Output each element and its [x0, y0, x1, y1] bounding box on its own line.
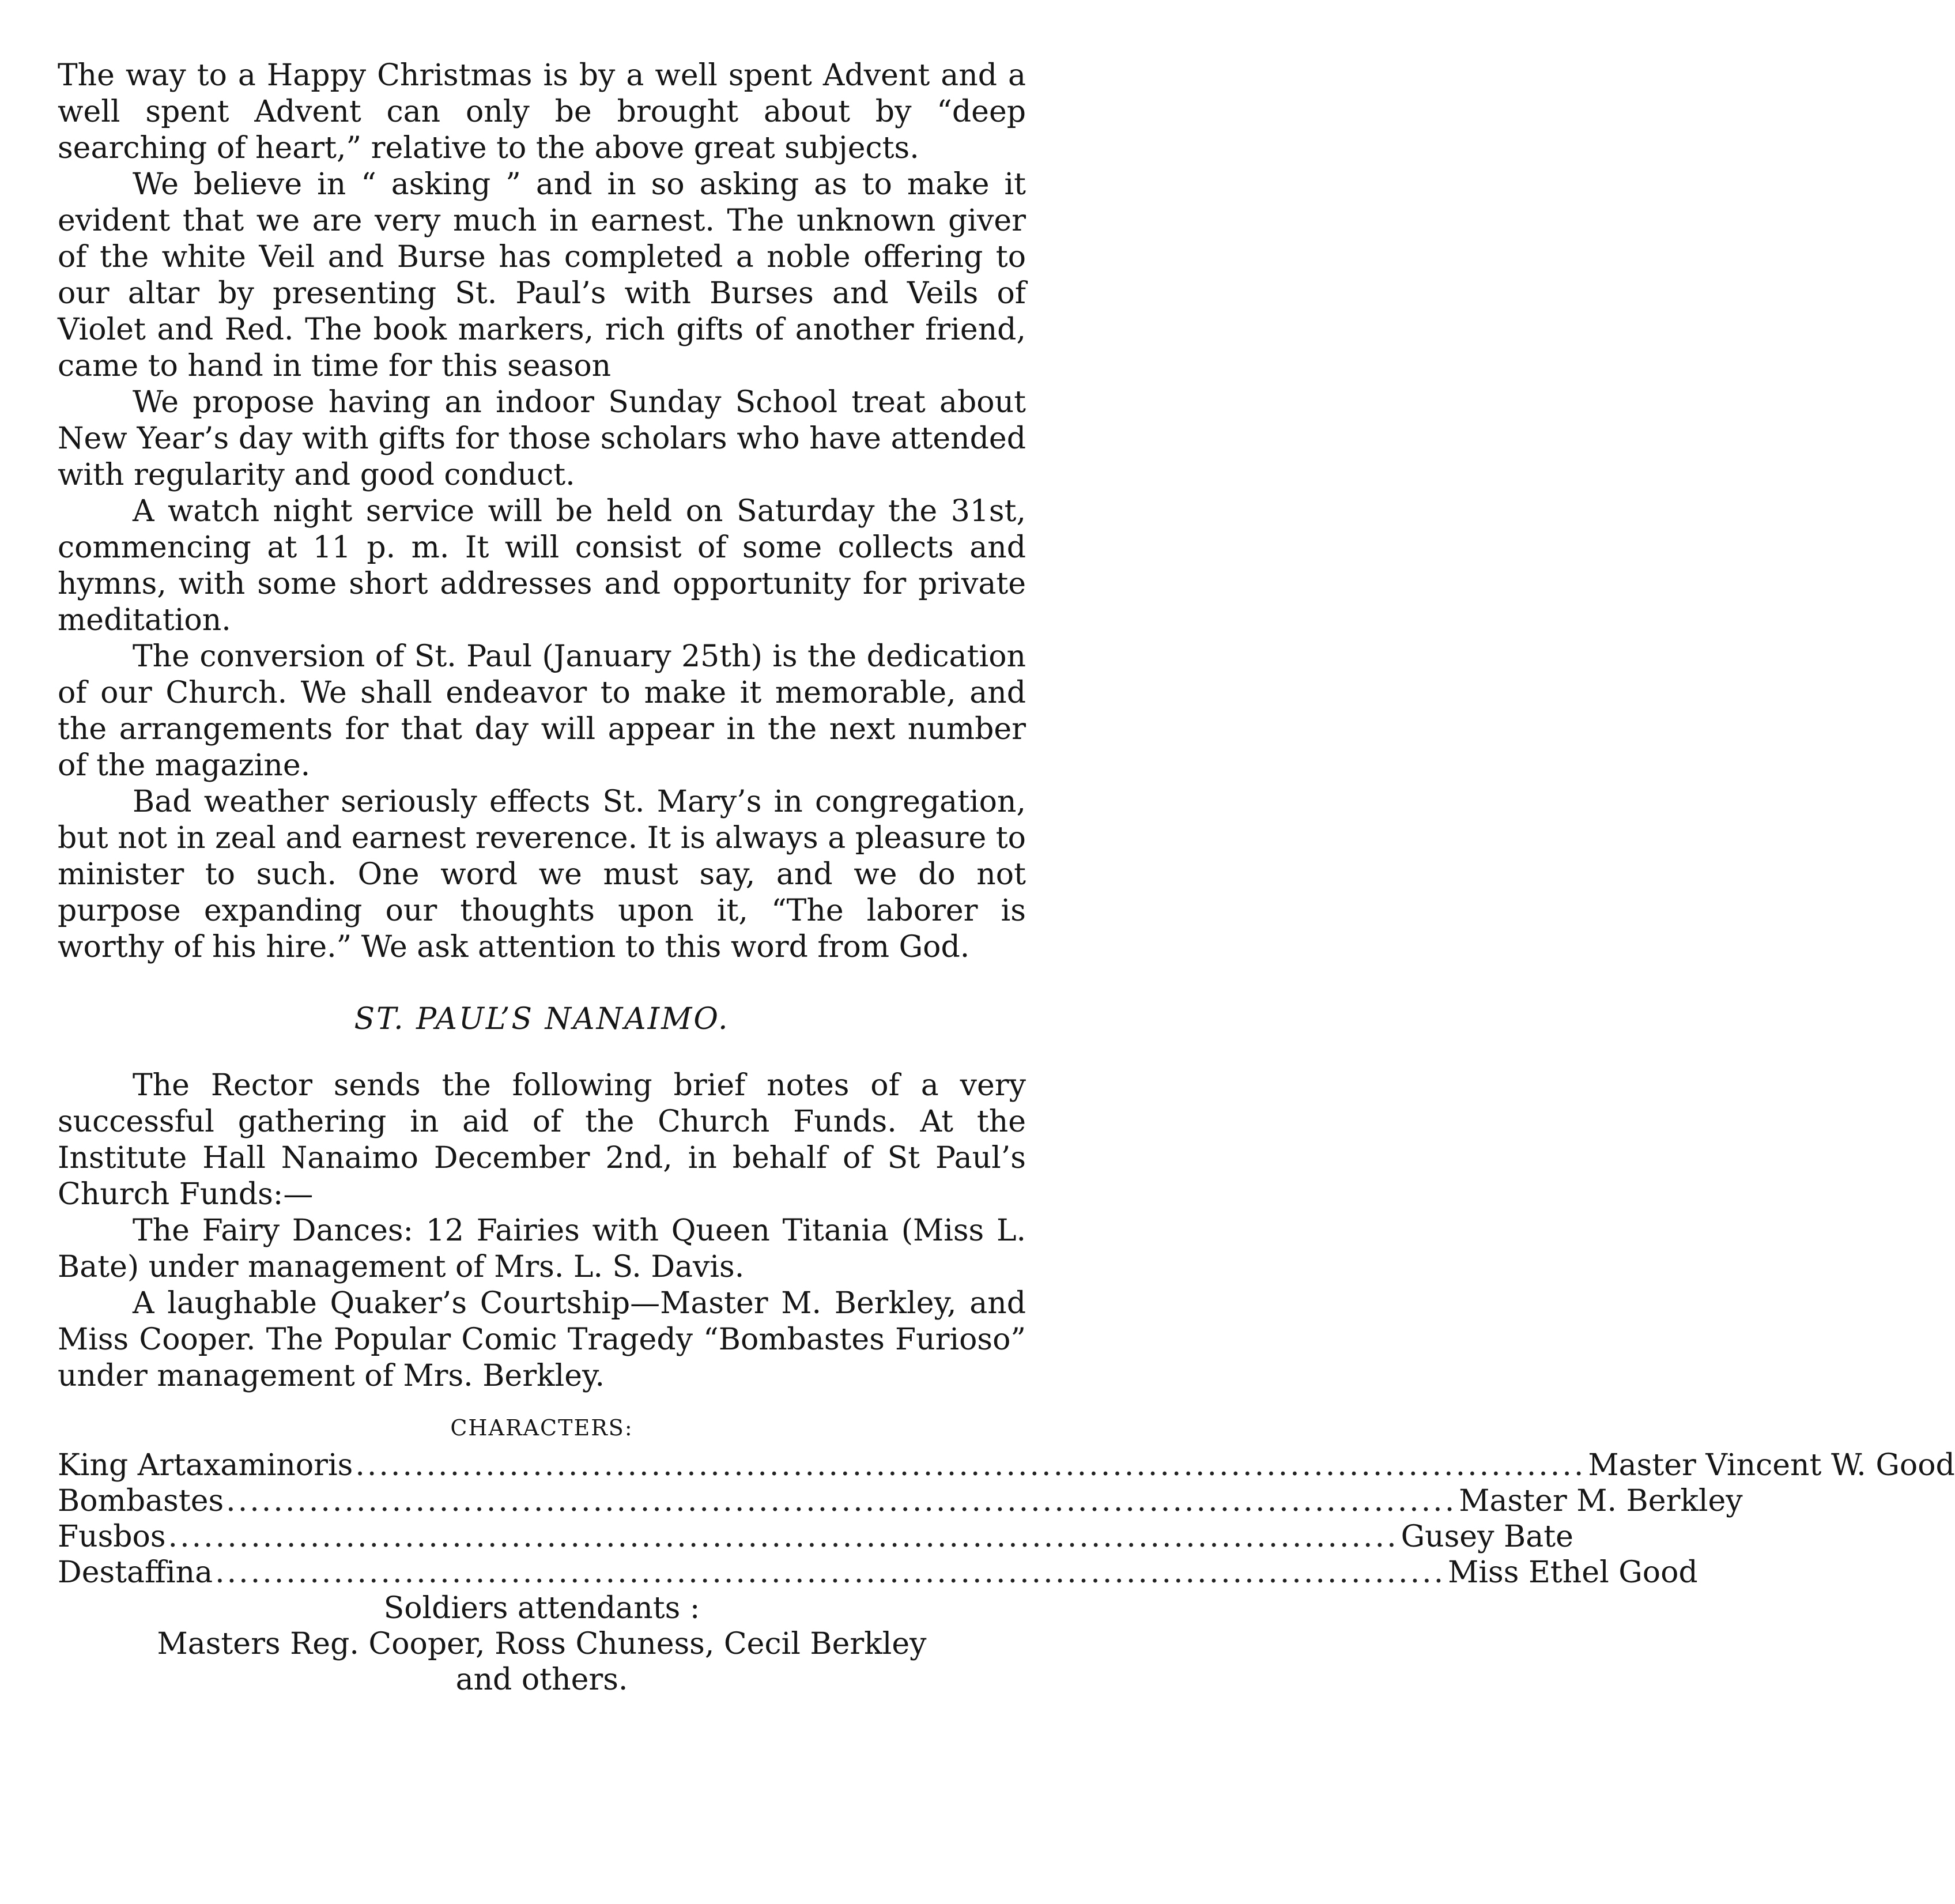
- paragraph-fairy-dances: The Fairy Dances: 12 Fairies with Queen Titania (Miss L. Bate) under management of Mrs. L. S. Davis.: [58, 1213, 1026, 1284]
- leader-dots: ........................................................................................................: [215, 1555, 1446, 1590]
- cast-row: [58, 1555, 1698, 1590]
- section-title: ST. PAUL’S NANAIMO.: [354, 1002, 730, 1036]
- paragraph-conversion: The conversion of St. Paul (January 25th) is the dedication of our Church. We shall endeavor to make it memorable, and the arrangements for that day will appear in the next number of the magazine.: [58, 639, 1026, 783]
- cast-actor: Master Vincent W. Good: [1588, 1448, 1955, 1483]
- cast-actor: Miss Ethel Good: [1448, 1555, 1698, 1590]
- paragraph-rector-notes: The Rector sends the following brief notes of a very successful gathering in aid of the Church Funds. At the Institute Hall Nanaimo December 2nd, in behalf of St Paul’s Church Funds:—: [58, 1068, 1026, 1212]
- cast-role: Destaffina: [58, 1555, 213, 1590]
- soldiers-heading: Soldiers attendants :: [383, 1591, 700, 1626]
- cast-role: Bombastes: [58, 1484, 224, 1518]
- cast-row: [58, 1519, 1573, 1555]
- text-column: [58, 58, 1955, 1698]
- cast-actor: Master M. Berkley: [1459, 1484, 1743, 1518]
- paragraph-asking: We believe in “ asking ” and in so asking as to make it evident that we are very much in earnest. The unknown giver of the white Veil and Burse has completed a noble offering to our altar by presenting St. Paul’s with Burses and Veils of Violet and Red. The book markers, rich gifts of another friend, came to hand in time for this season: [58, 167, 1026, 383]
- paragraph-advent: The way to a Happy Christmas is by a well spent Advent and a well spent Advent can only be brought about by “deep searching of heart,” relative to the above great subjects.: [58, 58, 1026, 165]
- cast-role: Fusbos: [58, 1520, 166, 1554]
- leader-dots: ........................................................................................................: [355, 1448, 1586, 1483]
- cast-actor: Gusey Bate: [1401, 1520, 1573, 1554]
- paragraph-sunday-school: We propose having an indoor Sunday School treat about New Year’s day with gifts for those scholars who have attended with regularity and good conduct.: [58, 385, 1026, 492]
- cast-row: [58, 1447, 1955, 1483]
- cast-row: [58, 1483, 1743, 1519]
- paragraph-st-marys: Bad weather seriously effects St. Mary’s in congregation, but not in zeal and earnest reverence. It is always a pleasure to minister to such. One word we must say, and we do not purpose expanding our thoughts upon it, “The laborer is worthy of his hire.” We ask attention to this word from God.: [58, 785, 1026, 964]
- leader-dots: ........................................................................................................: [168, 1520, 1399, 1554]
- cast-list: [58, 1447, 1955, 1590]
- cast-role: King Artaxaminoris: [58, 1448, 353, 1483]
- leader-dots: ........................................................................................................: [226, 1484, 1457, 1518]
- soldiers-names: Masters Reg. Cooper, Ross Chuness, Cecil Berkley: [157, 1627, 927, 1661]
- characters-heading: CHARACTERS:: [450, 1415, 633, 1441]
- soldiers-tail: and others.: [455, 1662, 628, 1697]
- paragraph-quaker-courtship: A laughable Quaker’s Courtship—Master M. Berkley, and Miss Cooper. The Popular Comic Tragedy “Bombastes Furioso” under management of Mrs. Berkley.: [58, 1286, 1026, 1393]
- paragraph-watch-night: A watch night service will be held on Saturday the 31st, commencing at 11 p. m. It will consist of some collects and hymns, with some short addresses and opportunity for private meditation.: [58, 494, 1026, 638]
